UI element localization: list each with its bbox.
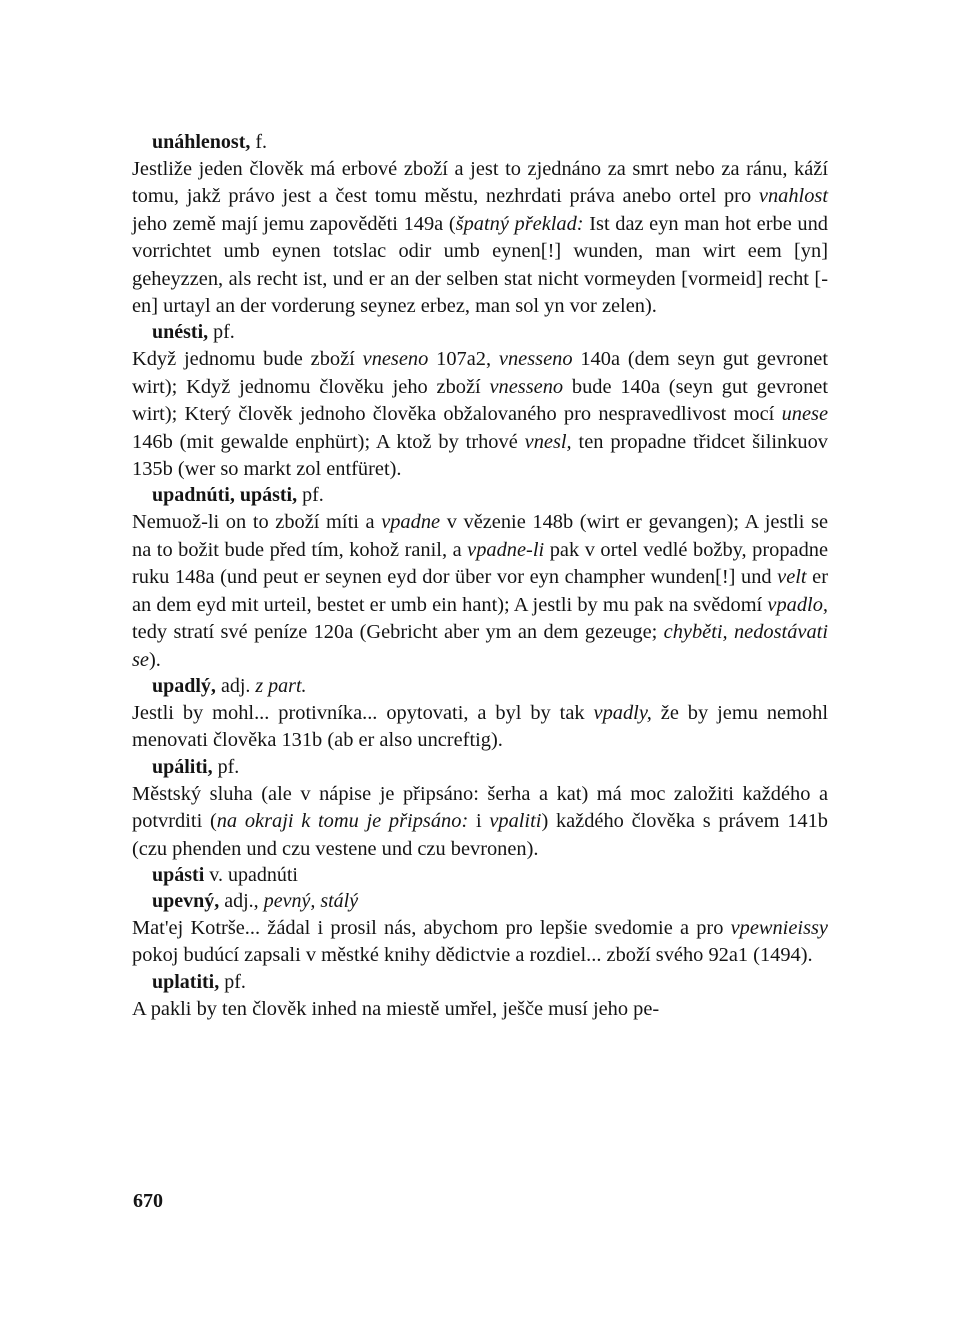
- entry-grammar: f.: [255, 131, 268, 153]
- dictionary-entry: [132, 674, 828, 755]
- entry-headword-line: [132, 970, 828, 996]
- entry-headword-line: [132, 755, 828, 781]
- entry-grammar: adj.,: [224, 889, 259, 912]
- entry-headword-line: [132, 320, 828, 346]
- entry-grammar: v. upadnúti: [209, 863, 298, 886]
- entry-grammar: adj.: [220, 674, 251, 697]
- entry-grammar-note: z part.: [255, 674, 307, 697]
- entry-headword-line: [132, 674, 828, 700]
- entry-headword: upevný,: [152, 889, 220, 912]
- dictionary-entry: [132, 863, 828, 889]
- dictionary-entry: [132, 130, 828, 320]
- entry-grammar: pf.: [217, 755, 240, 778]
- entry-headword-line: [132, 130, 828, 156]
- entry-body: Jestliže jeden člověk má erbové zboží a jest to zjednáno za smrt nebo za ránu, káží tomu, jakž právo jest a čest tomu městu, nezhrdati práva anebo ortel pro vnahlost jeho země mají jemu zapověděti 149a (špatný překlad: Ist daz eyn man hot erbe und vorrichtet umb eynen totslac odir umb eynen[!] wunden, man wirt eem [yn] geheyzzen, als recht ist, und er an der selben stat nicht vormeyden [vormeid] recht [-en] urtayl an der vorderung seynez erbez, man sol yn vor zelen).: [132, 158, 828, 318]
- entry-grammar-note: pevný, stálý: [263, 889, 359, 912]
- dictionary-page: [132, 130, 828, 1023]
- entry-headword: upadnúti, upásti,: [152, 484, 298, 507]
- entry-headword: upáliti,: [152, 755, 213, 778]
- entry-body: Když jednomu bude zboží vneseno 107a2, vnesseno 140a (dem seyn gut gevronet wirt); Když jednomu člověku jeho zboží vnesseno bude 140a (seyn gut gevronet wirt); Který člověk jednoho člověka obžalovaného pro nespravedlivost mocí unese 146b (mit gewalde enphürt); A ktož by trhové vnesl, ten propadne třidcet šilinkuov 135b (wer so markt zol entfüret).: [132, 348, 828, 481]
- dictionary-entry: [132, 970, 828, 1023]
- dictionary-entry: [132, 483, 828, 673]
- entry-body: Nemuož-li on to zboží míti a vpadne v vězenie 148b (wirt er gevangen); A jestli se na to božit bude před tím, kohož ranil, a vpadne-li pak v ortel vedlé božby, propadne ruku 148a (und peut er seynen eyd dor über vor eyn champher wunden[!] und velt er an dem eyd mit urteil, bestet er umb ein hant); A jestli by mu pak na svědomí vpadlo, tedy stratí své peníze 120a (Gebricht aber ym an dem gezeuge; chyběti, nedostávati se).: [132, 511, 829, 671]
- entry-headword: upadlý,: [152, 674, 216, 697]
- entry-body: A pakli by ten člověk inhed na miestě umřel, ješče musí jeho pe-: [132, 997, 660, 1020]
- entry-headword: upásti: [152, 863, 205, 886]
- entry-headword-line: [132, 863, 828, 889]
- entry-grammar: pf.: [213, 321, 235, 344]
- entry-body: Městský sluha (ale v nápise je připsáno: šerha a kat) má moc založiti každého a potvrditi (na okraji k tomu je připsáno: i vpaliti) každého člověka s právem 141b (czu phenden und czu vestene und czu bevronen).: [132, 782, 828, 860]
- entry-headword-line: [132, 889, 828, 915]
- entry-body: Mat'ej Kotrše... žádal i prosil nás, abychom pro lepšie svedomie a pro vpewnieissy pokoj budúcí zapsali v městké knihy dědictvie a rozdiel... zboží svého 92a1 (1494).: [132, 916, 828, 967]
- entry-body: Jestli by mohl... protivníka... opytovati, a byl by tak vpadly, že by jemu nemohl menovati člověka 131b (ab er also uncreftig).: [132, 701, 828, 752]
- dictionary-entry: [132, 889, 828, 970]
- entry-headword-line: [132, 483, 828, 509]
- entry-headword: uplatiti,: [152, 970, 220, 993]
- dictionary-entry: [132, 755, 828, 863]
- entry-headword: unáhlenost,: [152, 131, 251, 153]
- entry-headword: unésti,: [152, 321, 209, 344]
- entry-grammar: pf.: [302, 484, 324, 507]
- entry-grammar: pf.: [224, 970, 246, 993]
- page-number: 670: [133, 1190, 163, 1212]
- dictionary-entry: [132, 320, 828, 483]
